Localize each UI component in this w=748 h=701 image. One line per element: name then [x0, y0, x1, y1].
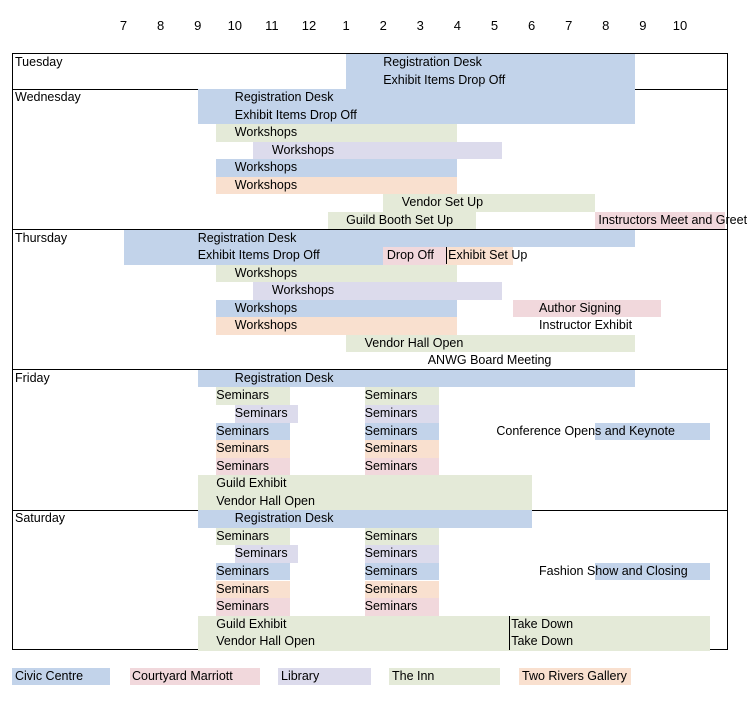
event-label: Workshops [234, 125, 298, 140]
event-label: Instructor Exhibit [539, 318, 633, 333]
event-label: Vendor Hall Open [216, 493, 315, 508]
event-divider [509, 616, 510, 633]
event-label: Vendor Hall Open [216, 634, 315, 649]
event-label: Workshops [271, 283, 335, 298]
event-label: Vendor Set Up [401, 195, 484, 210]
event-label: Instructors Meet and Greet [598, 212, 748, 227]
event-label: Take Down [511, 616, 574, 631]
legend-label: Library [281, 669, 320, 683]
day-label: Friday [15, 370, 50, 385]
legend-label: The Inn [392, 669, 435, 683]
legend-label: Two Rivers Gallery [522, 669, 627, 683]
hour-tick-label: 9 [639, 18, 647, 33]
event-label: Workshops [234, 300, 298, 315]
event-label: Registration Desk [383, 55, 482, 69]
event-label: Seminars [364, 563, 418, 578]
event-label: Workshops [234, 177, 298, 192]
event-label: Registration Desk [234, 511, 334, 526]
hour-tick-label: 4 [453, 18, 461, 33]
event-label: Seminars [364, 441, 418, 456]
event-label: Registration Desk [197, 230, 297, 245]
hour-tick-label: 7 [119, 18, 128, 33]
hour-tick-label: 2 [379, 18, 387, 33]
event-label: Seminars [216, 388, 270, 403]
legend-label: Courtyard Marriott [132, 669, 233, 683]
event-label: Guild Exhibit [216, 476, 287, 491]
event-label: Take Down [511, 634, 574, 649]
event-label: Seminars [216, 423, 270, 438]
hour-tick-label: 3 [416, 18, 424, 33]
event-label: Seminars [216, 563, 270, 578]
event-label: Exhibit Items Drop Off [383, 72, 506, 87]
hour-tick-label: 12 [301, 18, 317, 33]
event-label: Guild Exhibit [216, 616, 287, 631]
event-label: Seminars [234, 406, 288, 420]
event-divider [509, 633, 510, 650]
day-label: Saturday [15, 511, 66, 526]
event-label: Exhibit Set Up [448, 248, 528, 263]
event-label: Seminars [364, 388, 418, 403]
event-label: Fashion Show and Closing [539, 563, 688, 578]
day-label: Tuesday [15, 55, 63, 69]
event-label: Seminars [364, 423, 418, 438]
hour-tick-label: 11 [265, 18, 279, 33]
hour-tick-label: 5 [490, 18, 499, 33]
event-label: Exhibit Items Drop Off [197, 248, 320, 263]
event-label: Guild Booth Set Up [346, 212, 454, 227]
event-label: Registration Desk [234, 370, 334, 385]
event-label: Workshops [271, 142, 335, 157]
event-label: Vendor Hall Open [364, 335, 464, 350]
event-label: Seminars [364, 406, 418, 420]
event-label: Workshops [234, 160, 298, 175]
hour-tick-label: 8 [602, 18, 610, 33]
event-label: ANWG Board Meeting [427, 353, 552, 368]
hour-tick-label: 10 [672, 18, 688, 33]
hour-tick-label: 9 [194, 18, 202, 33]
legend-label: Civic Centre [15, 669, 84, 683]
event-label: Exhibit Items Drop Off [234, 107, 357, 122]
event-label: Conference Opens and Keynote [496, 423, 675, 438]
hour-tick-label: 7 [565, 18, 573, 33]
event-label: Seminars [364, 581, 418, 596]
day-label: Thursday [15, 230, 68, 245]
event-label: Seminars [364, 458, 418, 473]
hour-tick-label: 10 [227, 18, 243, 33]
event-label: Seminars [216, 528, 270, 543]
event-label: Seminars [234, 546, 288, 561]
event-label: Seminars [216, 599, 270, 614]
event-label: Workshops [234, 318, 298, 333]
day-label: Wednesday [15, 90, 81, 105]
event-label: Seminars [216, 441, 270, 456]
hour-tick-label: 6 [527, 18, 536, 33]
event-label: Seminars [364, 546, 418, 561]
event-label: Registration Desk [234, 90, 334, 105]
event-label: Seminars [364, 599, 418, 614]
event-label: Seminars [364, 528, 418, 543]
event-label: Seminars [216, 458, 270, 473]
event-label: Seminars [216, 581, 270, 596]
event-label: Drop Off [386, 248, 434, 263]
event-label: Workshops [234, 265, 298, 280]
event-divider [446, 247, 447, 264]
hour-tick-label: 1 [342, 18, 350, 33]
event-label: Author Signing [539, 300, 622, 315]
hour-tick-label: 8 [156, 18, 165, 33]
